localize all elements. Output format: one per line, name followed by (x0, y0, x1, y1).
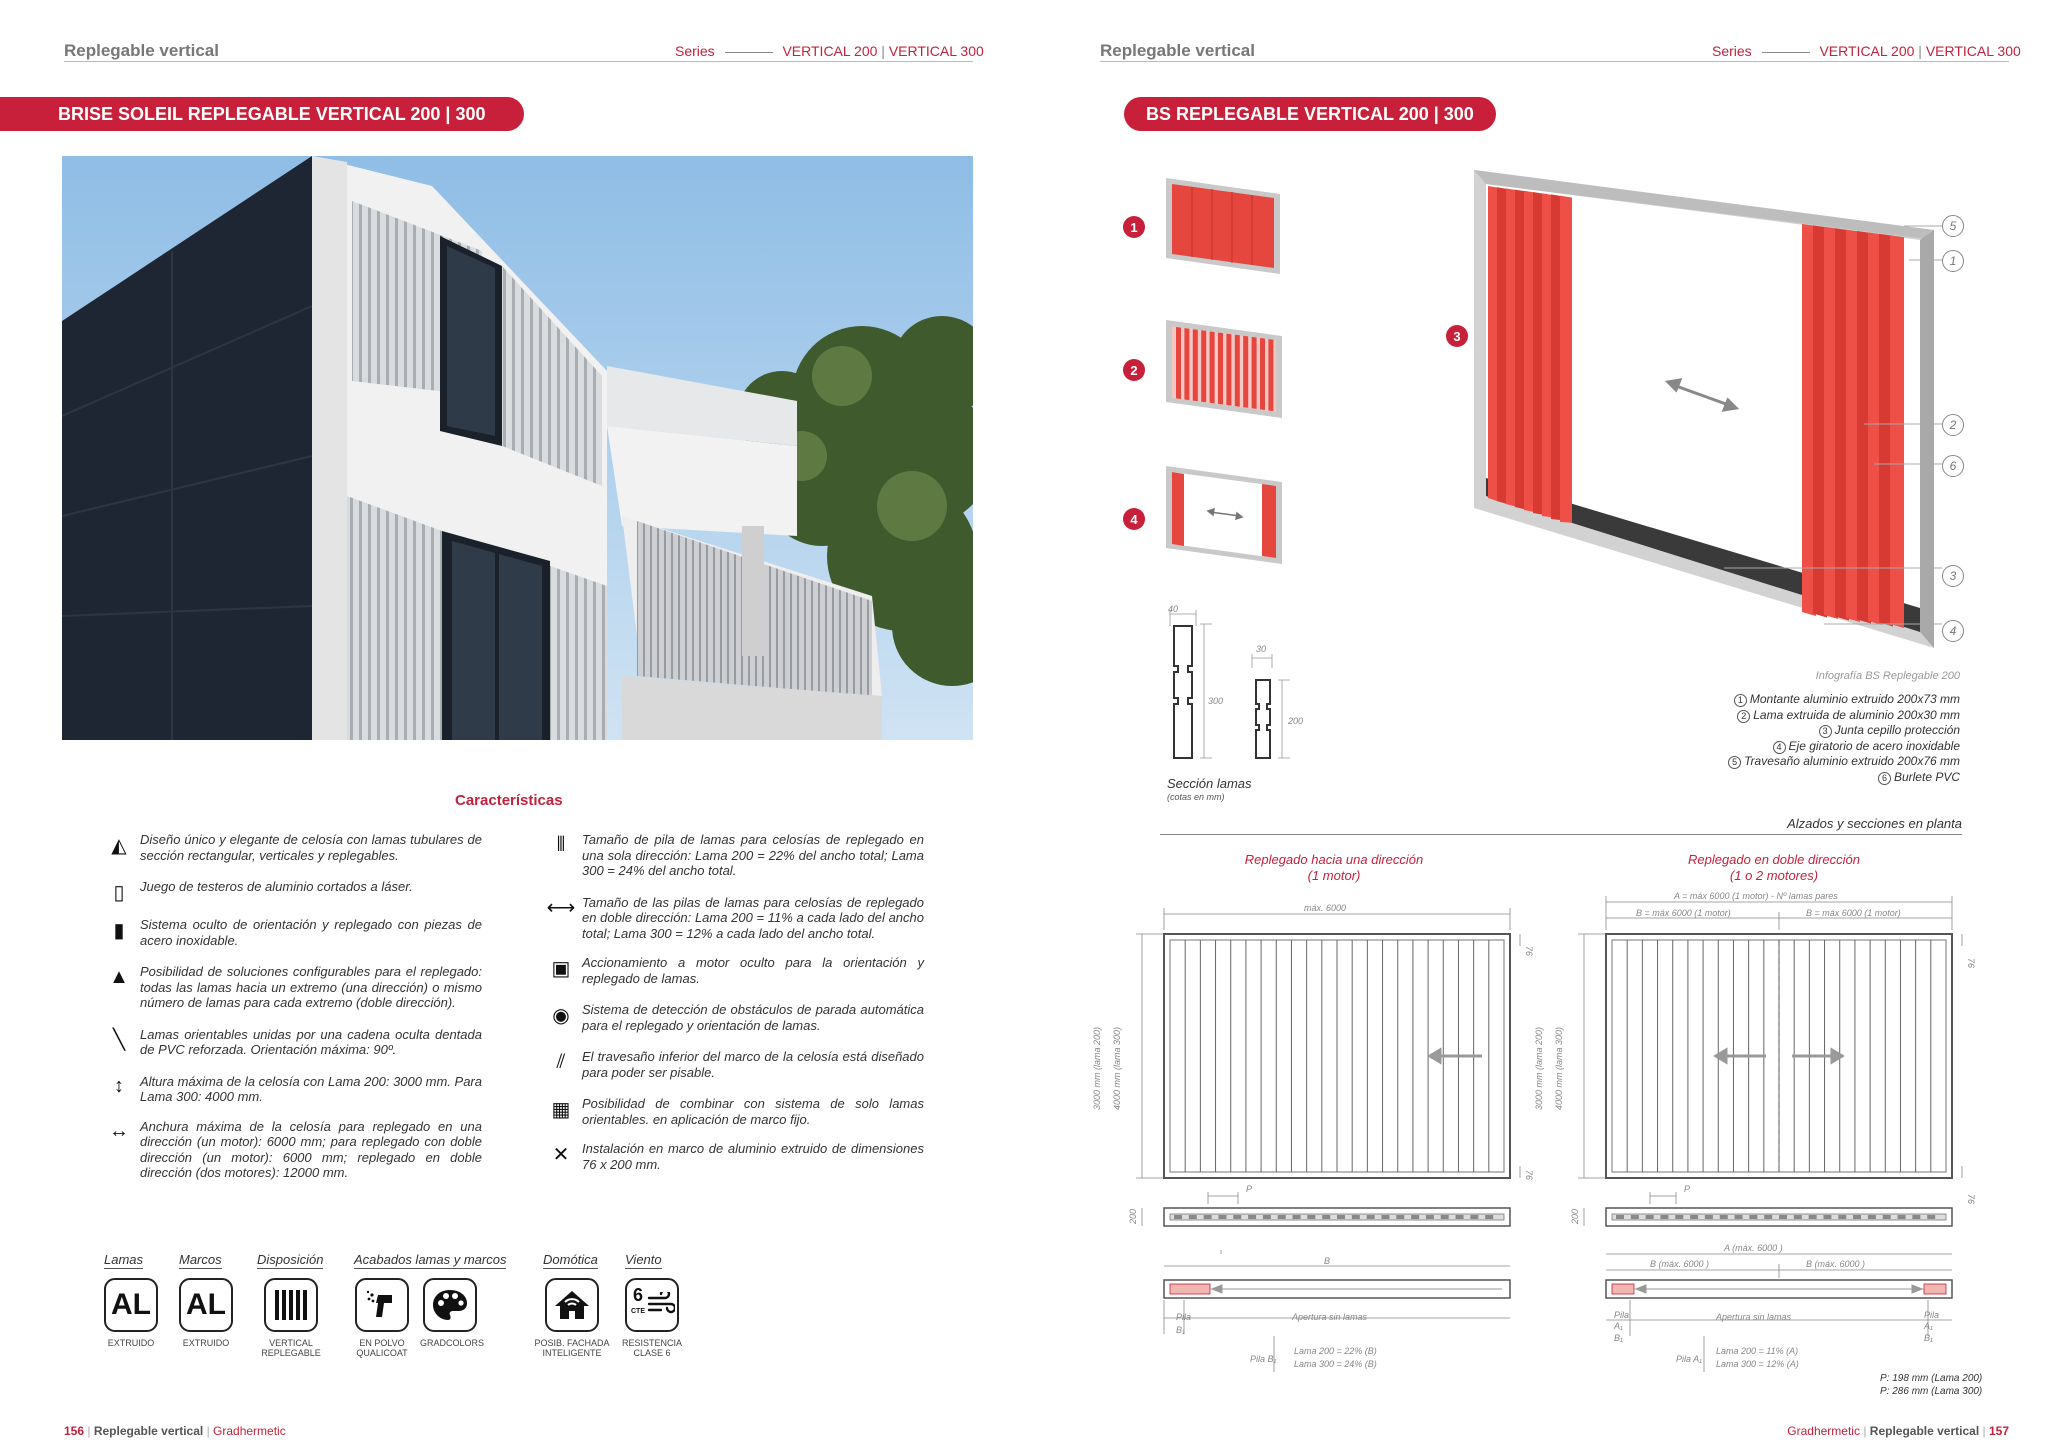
one-t76a: 76 (1524, 945, 1535, 957)
slat-mark (1838, 1215, 1846, 1219)
slat-mark (1337, 1215, 1345, 1219)
one-pila-b1: Pila B₁ (1250, 1354, 1277, 1364)
legend-item (1620, 723, 1960, 739)
slat-mark (1898, 1215, 1906, 1219)
spray-gun-icon (355, 1278, 409, 1332)
slat-mark (1456, 1215, 1464, 1219)
badge-polvo (352, 1278, 412, 1358)
height-icon: ↕ (114, 1075, 124, 1097)
aluminium-icon: AL (179, 1278, 233, 1332)
slat-mark (1441, 1215, 1449, 1219)
thumb-closed (1162, 176, 1282, 276)
slat-mark (1823, 1215, 1831, 1219)
slat-mark (1660, 1215, 1668, 1219)
slat-mark (1193, 329, 1198, 401)
icohead-domotica: Domótica (543, 1252, 598, 1267)
series-sep: | (881, 43, 885, 59)
one-dir-drawing (1134, 890, 1544, 1380)
chain-icon: ╲ (112, 1029, 126, 1051)
badge-domotica (534, 1278, 610, 1358)
slat-mark (1307, 1215, 1315, 1219)
slat-mark (1263, 1215, 1271, 1219)
one-b1: B₁ (1176, 1325, 1185, 1335)
motor-icon: ▣ (551, 957, 571, 980)
slat-mark (1927, 1215, 1935, 1219)
slat-mark (1352, 1215, 1360, 1219)
one-pila: Pila (1176, 1312, 1192, 1322)
two-a-plan: A (máx. 6000 ) (1724, 1243, 1783, 1253)
feature-text: Posibilidad de soluciones configurables para el replegado: todas las lamas hacia un extremo (una dirección) o mismo número de lamas para cada extremo (doble dirección). (140, 964, 482, 1010)
step-1: 1 (1123, 216, 1145, 238)
slat-mark (1184, 328, 1189, 400)
two-pila-a1: Pila A₁ (1676, 1354, 1703, 1364)
icohead-acabados: Acabados lamas y marcos (354, 1252, 507, 1267)
hidden-axis-icon: ▮ (113, 919, 125, 942)
feature-item (106, 917, 482, 948)
slat-mark (1912, 1215, 1920, 1219)
features-title: Características (455, 792, 563, 809)
legend-number: 2 (1737, 710, 1750, 723)
feature-text: Tamaño de pila de lamas para celosías de replegado en una sola dirección: Lama 200 = 22% del ancho total; Lama 300 = 24% del ancho total. (582, 832, 924, 878)
walkable-icon: ⫽ (556, 1050, 566, 1073)
legend-text: Eje giratorio de acero inoxidable (1788, 738, 1960, 753)
series-b: VERTICAL 300 (888, 43, 984, 59)
feature-text: Posibilidad de combinar con sistema de solo lamas orientables. en aplicación de marco fijo. (582, 1096, 924, 1127)
feature-item (106, 879, 482, 905)
slat-mark (1201, 330, 1206, 402)
badge-marcos (179, 1278, 233, 1348)
right-page (1024, 0, 2048, 1448)
slat-mark (1218, 333, 1223, 405)
series-label: Series (1712, 43, 1752, 59)
dim-40: 40 (1168, 604, 1179, 614)
legend-item (1620, 692, 1960, 708)
badge-caption: EN POLVO QUALICOAT (356, 1338, 408, 1358)
two-p: P (1684, 1184, 1691, 1194)
left-page-number: 156 (64, 1424, 85, 1438)
callout-2: 2 (1942, 414, 1964, 436)
legend-number: 5 (1728, 756, 1741, 769)
slat-mark (1560, 196, 1572, 523)
dim-30: 30 (1256, 644, 1267, 654)
slat-mark (1631, 1215, 1639, 1219)
one-l200: Lama 200 = 22% (B) (1294, 1346, 1377, 1356)
slat-mark (1675, 1215, 1683, 1219)
slat-mark (1426, 1215, 1434, 1219)
feature-text: Sistema oculto de orientación y replegado con piezas de acero inoxidable. (140, 917, 482, 948)
vertical-slats-icon (264, 1278, 318, 1332)
shapes-icon: ◭ (111, 834, 127, 857)
legend-text: Lama extruida de aluminio 200x30 mm (1753, 707, 1960, 722)
left-header-rule (64, 61, 973, 62)
icohead-disposicion: Disposición (257, 1252, 324, 1267)
grid-icon: ▦ (551, 1098, 571, 1121)
legend-item (1620, 739, 1960, 755)
slat-mark (1868, 1215, 1876, 1219)
feature-item (548, 832, 924, 879)
two-p200: P: 198 mm (Lama 200) (1880, 1373, 1983, 1384)
legend-number: 6 (1878, 772, 1891, 785)
slat-mark (1235, 335, 1240, 407)
feature-item (106, 1119, 482, 1181)
right-header-rule (1100, 61, 2009, 62)
step-2: 2 (1123, 359, 1145, 381)
legend-text: Burlete PVC (1893, 769, 1960, 784)
right-page-number: 157 (1988, 1424, 2009, 1438)
callout-6: 6 (1942, 455, 1964, 477)
slat-mark (1690, 1215, 1698, 1219)
slat-mark (1883, 1215, 1891, 1219)
badge-caption: POSIB. FACHADA INTELIGENTE (534, 1338, 610, 1358)
slat-mark (1218, 1215, 1226, 1219)
two-pila-l: Pila (1614, 1310, 1630, 1320)
section-caption-sub: (cotas en mm) (1167, 792, 1225, 802)
slat-mark (1735, 1215, 1743, 1219)
feature-item (106, 1027, 482, 1058)
dim-300: 300 (1208, 696, 1224, 706)
slat-mark (1890, 235, 1904, 628)
two-dir-title (1624, 852, 1924, 884)
legend-number: 4 (1773, 741, 1786, 754)
left-header-title: Replegable vertical (64, 41, 219, 60)
legend (1620, 692, 1960, 785)
thumb-oriented (1162, 318, 1284, 420)
slat-mark (1252, 337, 1257, 409)
slat-mark (1720, 1215, 1728, 1219)
stack-one-side-icon: ⫴ (556, 833, 566, 856)
feature-text: Diseño único y elegante de celosía con lamas tubulares de sección rectangular, verticales y replegables. (140, 832, 482, 863)
slat-mark (1485, 1215, 1493, 1219)
two-b-plan-l: B (máx. 6000 ) (1650, 1259, 1710, 1269)
slat-mark (1764, 1215, 1772, 1219)
badge-caption: RESISTENCIA CLASE 6 (621, 1338, 682, 1358)
two-a1-l: A₁ (1614, 1321, 1623, 1331)
spec-icons (104, 1252, 704, 1372)
slat-mark (1210, 331, 1215, 403)
slat-mark (1174, 1215, 1182, 1219)
step-4: 4 (1123, 508, 1145, 530)
legend-item (1620, 708, 1960, 724)
two-h1: 3000 mm (lama 200) (1534, 1026, 1544, 1110)
callout-1: 1 (1942, 250, 1964, 272)
wind-class: 6 (633, 1285, 644, 1305)
feature-item (548, 1002, 924, 1033)
slat-mark (1705, 1215, 1713, 1219)
width-icon: ↔ (109, 1120, 129, 1142)
slat-mark (1233, 1215, 1241, 1219)
section-caption: Sección lamas (1167, 776, 1252, 791)
slat-mark (1322, 1215, 1330, 1219)
feature-item (106, 832, 482, 863)
legend-number: 3 (1819, 725, 1832, 738)
feature-text: Accionamiento a motor oculto para la orientación y replegado de lamas. (582, 955, 924, 986)
step-3: 3 (1446, 325, 1468, 347)
aluminium-icon: AL (104, 1278, 158, 1332)
two-dir-title-text: Replegado en doble dirección (1687, 852, 1860, 867)
slat-mark (1749, 1215, 1757, 1219)
legend-number: 1 (1734, 694, 1747, 707)
two-p300: P: 286 mm (Lama 300) (1880, 1386, 1983, 1397)
feature-item (106, 964, 482, 1011)
smart-home-icon (545, 1278, 599, 1332)
slat-mark (1189, 1215, 1197, 1219)
series-a: VERTICAL 200 (782, 43, 878, 59)
one-max: máx. 6000 (1304, 903, 1347, 913)
two-b-max-l: B = máx 6000 (1 motor) (1636, 908, 1731, 918)
right-footer: Gradhermetic | Replegable vertical | 157 (1787, 1424, 2009, 1438)
laser-endcap-icon: ▯ (113, 881, 125, 904)
tools-icon: ✕ (552, 1143, 570, 1166)
badge-gradcolors (420, 1278, 485, 1348)
left-footer: 156 | Replegable vertical | Gradhermetic (64, 1424, 286, 1438)
two-pila-r: Pila (1924, 1310, 1940, 1320)
callout-3: 3 (1942, 565, 1964, 587)
legend-item (1620, 770, 1960, 786)
slat-mark (1367, 1215, 1375, 1219)
feature-text: Sistema de detección de obstáculos de parada automática para el replegado y orientación de lamas. (582, 1002, 924, 1033)
slat-mark (1396, 1215, 1404, 1219)
one-dir-title-text: Replegado hacia una dirección (1244, 852, 1424, 867)
one-h2: 4000 mm (lama 300) (1112, 1026, 1122, 1110)
right-header-title: Replegable vertical (1100, 41, 1255, 60)
one-dir-title (1184, 852, 1484, 884)
building-photo (62, 156, 973, 740)
icohead-lamas: Lamas (104, 1252, 144, 1267)
two-b-plan-r: B (máx. 6000 ) (1806, 1259, 1866, 1269)
one-p: P (1246, 1184, 1253, 1194)
right-footer-brand: Gradhermetic (1787, 1424, 1860, 1438)
one-t76b: 76 (1524, 1169, 1535, 1181)
two-a-max: A = máx 6000 (1 motor) - Nº lamas pares (1674, 891, 1838, 901)
feature-item (548, 1049, 924, 1080)
two-l200: Lama 200 = 11% (A) (1716, 1346, 1799, 1356)
feature-item (106, 1074, 482, 1105)
two-dir-drawing (1576, 890, 1986, 1380)
slat-mark (1470, 1215, 1478, 1219)
one-dir-sub: (1 motor) (1307, 868, 1361, 883)
slat-mark (1268, 339, 1273, 411)
right-banner: BS REPLEGABLE VERTICAL 200 | 300 (1124, 97, 1496, 131)
infographic-3d (1464, 168, 1944, 656)
slat-mark (1809, 1215, 1817, 1219)
feature-item (548, 955, 924, 986)
features-right-column (548, 832, 924, 1172)
feature-text: El travesaño inferior del marco de la celosía está diseñado para poder ser pisable. (582, 1049, 924, 1080)
two-b-max-r: B = máx 6000 (1 motor) (1806, 908, 1901, 918)
two-t76a: 76 (1966, 957, 1977, 969)
slat-mark (1204, 1215, 1212, 1219)
feature-text: Altura máxima de la celosía con Lama 200: 3000 mm. Para Lama 300: 4000 mm. (140, 1073, 482, 1104)
one-200: 200 (1128, 1208, 1138, 1224)
slat-mark (1226, 334, 1231, 406)
slat-mark (1646, 1215, 1654, 1219)
configurable-triangle-icon: ▲ (109, 965, 129, 988)
left-banner: BRISE SOLEIL REPLEGABLE VERTICAL 200 | 300 (0, 97, 524, 131)
feature-text: Tamaño de las pilas de lamas para celosías de replegado en doble dirección: Lama 200 = 11% a cada lado del ancho total; Lama 300 = 12% a cada lado del ancho total. (582, 894, 924, 941)
two-200: 200 (1570, 1208, 1580, 1224)
badge-caption: VERTICAL REPLEGABLE (261, 1338, 321, 1358)
right-footer-section: Replegable vertical (1869, 1424, 1980, 1438)
two-dir-sub: (1 o 2 motores) (1729, 868, 1819, 883)
series-label: Series (675, 43, 715, 59)
slat-mark (1293, 1215, 1301, 1219)
slat-mark (1176, 327, 1181, 399)
two-b1-r: B₁ (1924, 1333, 1933, 1343)
badge-caption: GRADCOLORS (420, 1338, 485, 1348)
badge-viento (618, 1278, 686, 1358)
feature-text: Anchura máxima de la celosía para replegado en una dirección (un motor): 6000 mm; para replegado con doble dirección (un motor): 6000 mm; replegado en doble dirección (dos motores): 12000 mm. (140, 1118, 482, 1180)
slat-mark (1794, 1215, 1802, 1219)
callout-5: 5 (1942, 215, 1964, 237)
one-h1: 3000 mm (lama 200) (1092, 1026, 1102, 1110)
one-b: B (1324, 1256, 1331, 1266)
feature-text: Lamas orientables unidas por una cadena oculta dentada de PVC reforzada. Orientación máxima: 90º. (140, 1026, 482, 1057)
feature-item (548, 1096, 924, 1127)
slat-mark (1243, 336, 1248, 408)
series-b: VERTICAL 300 (1925, 43, 2021, 59)
left-footer-section: Replegable vertical (93, 1424, 204, 1438)
feature-item (548, 895, 924, 942)
two-b1-l: B₁ (1614, 1333, 1623, 1343)
badge-disposicion (257, 1278, 325, 1358)
series-a: VERTICAL 200 (1819, 43, 1915, 59)
slat-mark (1411, 1215, 1419, 1219)
slat-mark (1260, 338, 1265, 410)
feature-text: Instalación en marco de aluminio extruido de dimensiones 76 x 200 mm. (582, 1141, 924, 1172)
left-footer-brand: Gradhermetic (213, 1424, 286, 1438)
thumb-folded (1162, 464, 1284, 566)
slat-mark (1381, 1215, 1389, 1219)
legend-item (1620, 754, 1960, 770)
infografia-caption: Infografía BS Replegable 200 (1815, 670, 1960, 682)
alzados-rule (1160, 834, 1962, 835)
two-a1-r: A₁ (1924, 1321, 1933, 1331)
icohead-viento: Viento (625, 1252, 662, 1267)
icohead-marcos: Marcos (179, 1252, 222, 1267)
stack-two-sides-icon: ⟷ (546, 897, 576, 919)
series-sep: | (1918, 43, 1922, 59)
dim-200: 200 (1288, 716, 1304, 726)
one-apertura: Apertura sin lamas (1292, 1312, 1368, 1322)
alzados-title: Alzados y secciones en planta (1787, 816, 1962, 831)
features-left-column (106, 832, 482, 1181)
legend-text: Montante aluminio extruido 200x73 mm (1749, 692, 1960, 706)
legend-text: Travesaño aluminio extruido 200x76 mm (1744, 754, 1960, 768)
wind-sub: CTE (631, 1308, 645, 1315)
obstacle-sensor-icon: ◉ (552, 1004, 570, 1027)
two-apertura: Apertura sin lamas (1716, 1312, 1792, 1322)
slat-sections (1160, 604, 1320, 764)
badge-caption: EXTRUIDO (107, 1338, 155, 1348)
badge-lamas (104, 1278, 158, 1348)
two-t76b: 76 (1966, 1193, 1977, 1205)
right-header-series (1712, 43, 2021, 59)
slat-mark (1616, 1215, 1624, 1219)
slat-mark (1248, 1215, 1256, 1219)
slat-mark (1853, 1215, 1861, 1219)
palette-icon (423, 1278, 477, 1332)
two-l300: Lama 300 = 12% (A) (1716, 1359, 1799, 1369)
legend-text: Junta cepillo protección (1834, 723, 1960, 737)
wind-icon (625, 1278, 679, 1332)
left-header-series (675, 43, 984, 59)
callout-4: 4 (1942, 620, 1964, 642)
slat-mark (1278, 1215, 1286, 1219)
badge-caption: EXTRUIDO (182, 1338, 230, 1348)
two-h2: 4000 mm (lama 300) (1554, 1026, 1564, 1110)
feature-item (548, 1141, 924, 1172)
feature-text: Juego de testeros de aluminio cortados a láser. (140, 879, 413, 894)
one-l300: Lama 300 = 24% (B) (1294, 1359, 1377, 1369)
slat-mark (1779, 1215, 1787, 1219)
